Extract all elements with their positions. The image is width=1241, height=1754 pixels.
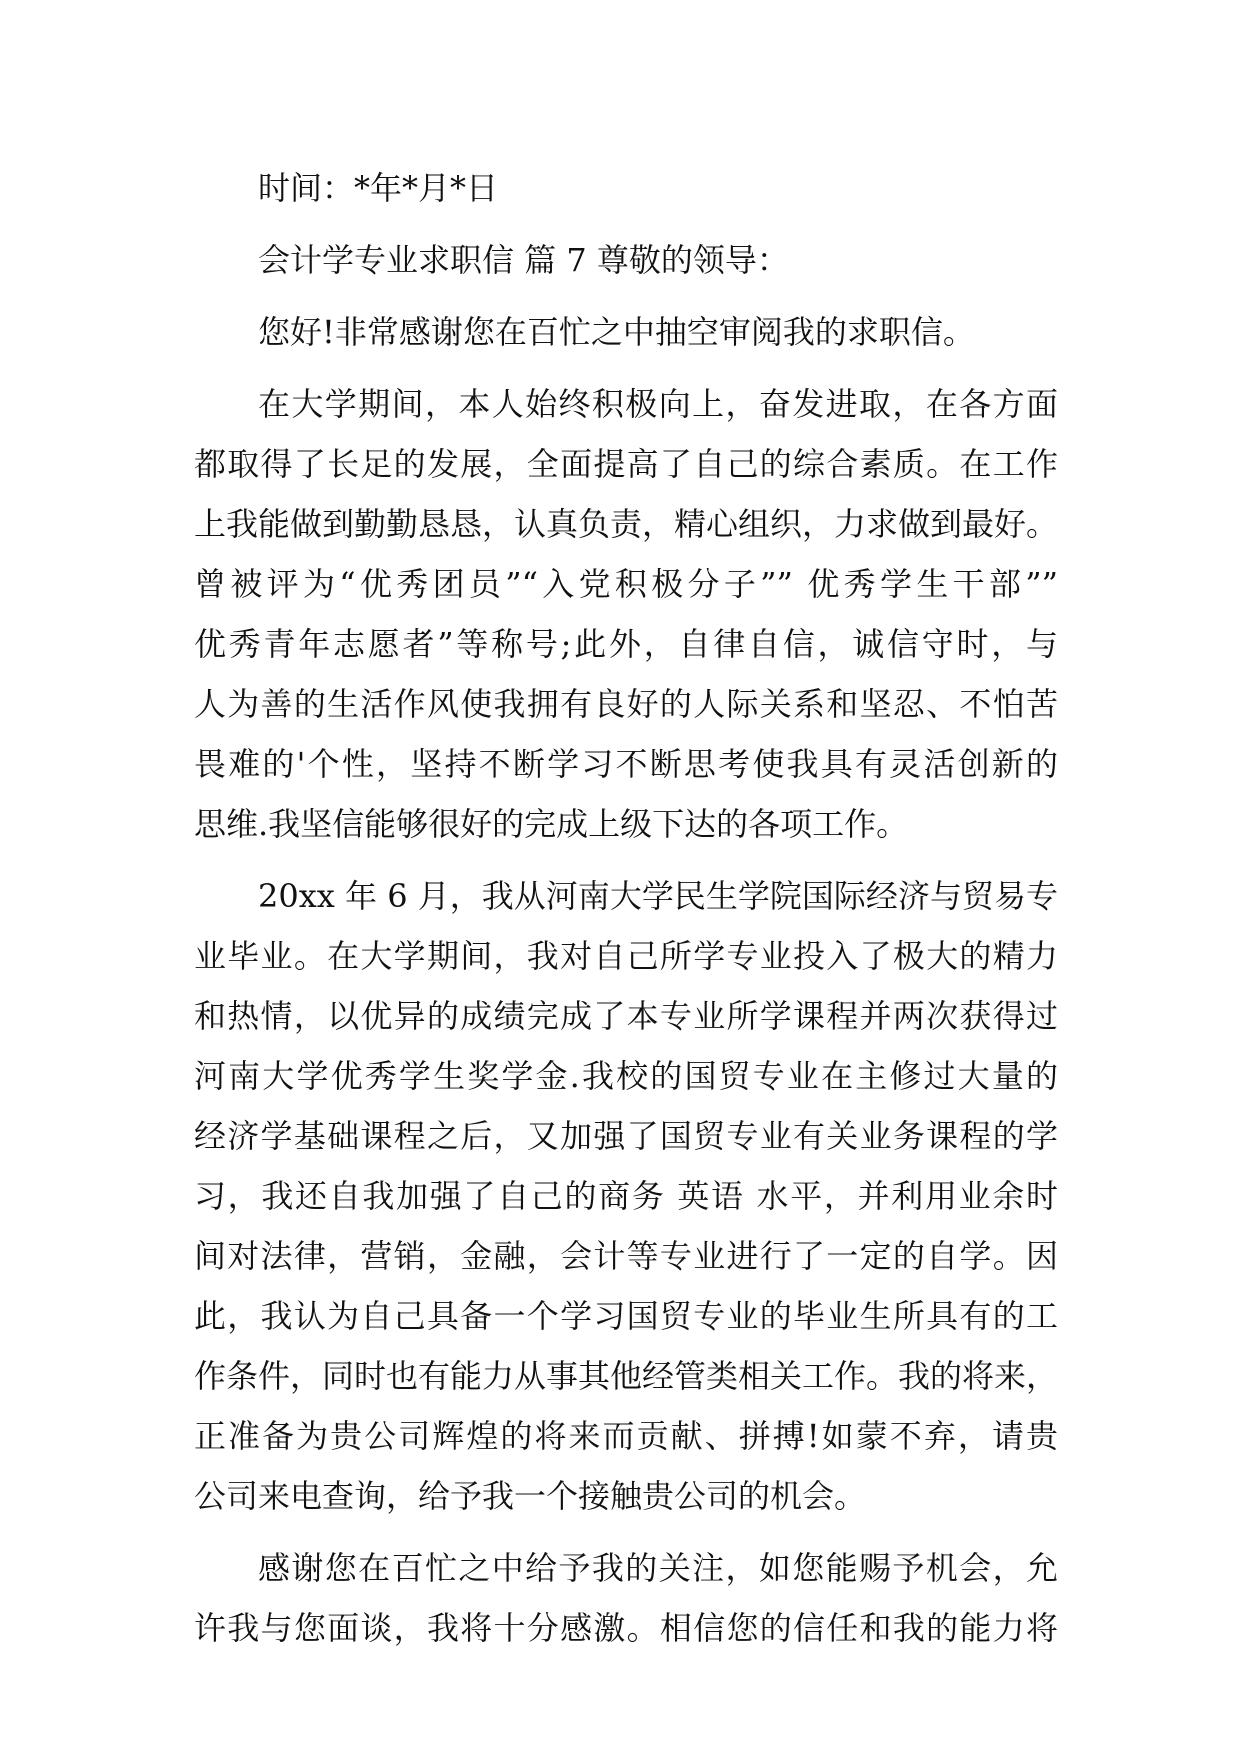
text-line: 曾被评为“优秀团员”“入党积极分子”” 优秀学生干部”” bbox=[194, 565, 1058, 603]
text-line: 习，我还自我加强了自己的商务 英语 水平，并利用业余时 bbox=[194, 1177, 1058, 1215]
text-line: 都取得了长足的发展，全面提高了自己的综合素质。在工作 bbox=[194, 445, 1058, 483]
paragraph bbox=[194, 230, 1058, 290]
text-line: 上我能做到勤勤恳恳，认真负责，精心组织，力求做到最好。 bbox=[194, 505, 1058, 543]
text-line: 人为善的生活作风使我拥有良好的人际关系和坚忍、不怕苦 bbox=[194, 685, 1058, 723]
text-line: 思维.我坚信能够很好的完成上级下达的各项工作。 bbox=[194, 805, 909, 843]
paragraph bbox=[194, 158, 1058, 218]
text-line: 时间：*年*月*日 bbox=[258, 169, 499, 207]
paragraph bbox=[194, 374, 1058, 854]
paragraph bbox=[194, 302, 1058, 362]
text-line: 业毕业。在大学期间，我对自己所学专业投入了极大的精力 bbox=[194, 937, 1058, 975]
text-line: 感谢您在百忙之中给予我的关注，如您能赐予机会，允 bbox=[258, 1549, 1058, 1587]
text-line: 间对法律，营销，金融，会计等专业进行了一定的自学。因 bbox=[194, 1237, 1058, 1275]
text-line: 畏难的'个性，坚持不断学习不断思考使我具有灵活创新的 bbox=[194, 745, 1058, 783]
text-line: 和热情，以优异的成绩完成了本专业所学课程并两次获得过 bbox=[194, 997, 1058, 1035]
text-line: 经济学基础课程之后，又加强了国贸专业有关业务课程的学 bbox=[194, 1117, 1058, 1155]
text-line: 正准备为贵公司辉煌的将来而贡献、拼搏!如蒙不弃，请贵 bbox=[194, 1417, 1058, 1455]
document-body bbox=[194, 158, 1058, 1658]
text-line: 公司来电查询，给予我一个接触贵公司的机会。 bbox=[194, 1477, 867, 1515]
paragraph bbox=[194, 1538, 1058, 1658]
text-line: 优秀青年志愿者”等称号;此外，自律自信，诚信守时，与 bbox=[194, 625, 1058, 663]
text-line: 您好!非常感谢您在百忙之中抽空审阅我的求职信。 bbox=[258, 313, 975, 351]
paragraph bbox=[194, 866, 1058, 1526]
text-line: 会计学专业求职信 篇 7 尊敬的领导： bbox=[258, 241, 789, 279]
text-line: 此，我认为自己具备一个学习国贸专业的毕业生所具有的工 bbox=[194, 1297, 1058, 1335]
text-line: 河南大学优秀学生奖学金.我校的国贸专业在主修过大量的 bbox=[194, 1057, 1058, 1095]
text-line: 20xx 年 6 月，我从河南大学民生学院国际经济与贸易专 bbox=[258, 877, 1058, 915]
text-line: 在大学期间，本人始终积极向上，奋发进取，在各方面 bbox=[258, 385, 1058, 423]
text-line: 许我与您面谈，我将十分感激。相信您的信任和我的能力将 bbox=[194, 1609, 1058, 1647]
text-line: 作条件，同时也有能力从事其他经管类相关工作。我的将来， bbox=[194, 1357, 1058, 1395]
